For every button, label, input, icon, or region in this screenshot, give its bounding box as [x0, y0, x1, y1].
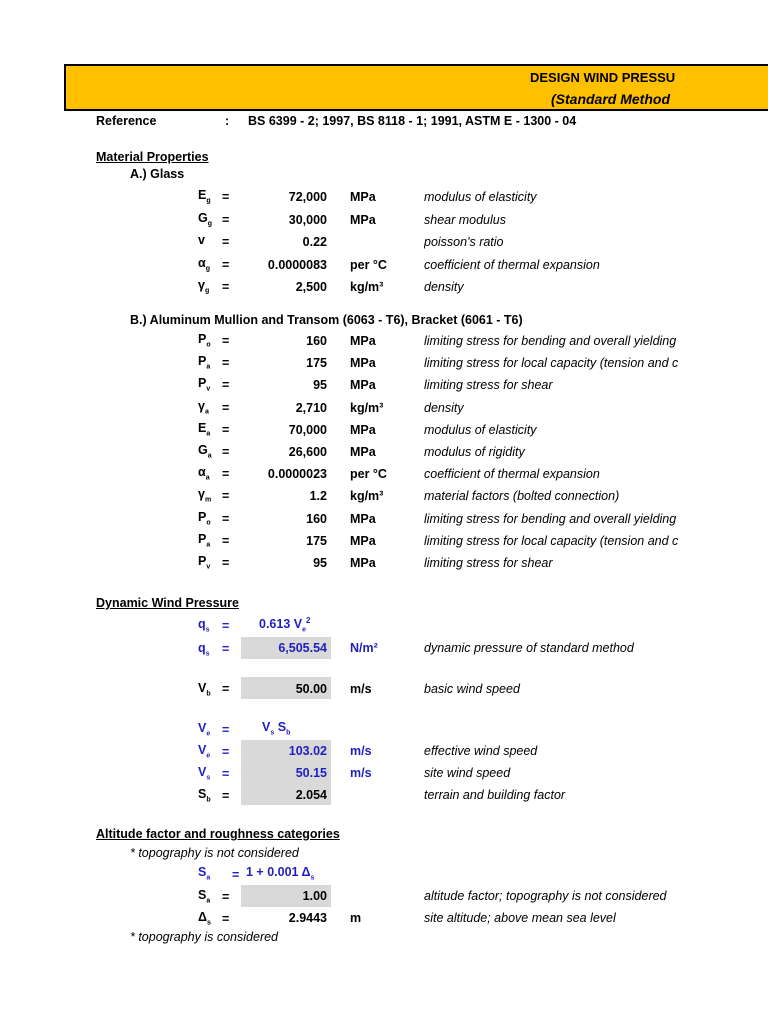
property-symbol: $G_a$ — [198, 443, 212, 460]
property-unit: MPa — [350, 422, 376, 437]
sa-formula-symbol: $S_a$ — [198, 865, 211, 882]
vb-description: basic wind speed — [424, 682, 520, 696]
property-value: 175 — [306, 356, 327, 371]
property-value: 30,000 — [288, 212, 327, 227]
property-value: 160 — [306, 511, 327, 526]
property-value: 1.2 — [309, 489, 327, 504]
property-equals: = — [222, 511, 230, 526]
property-unit: kg/m³ — [350, 280, 384, 294]
property-symbol: $P_v$ — [198, 554, 211, 571]
reference-label: Reference — [96, 114, 157, 128]
vs-equals: = — [222, 767, 230, 781]
property-equals: = — [222, 235, 230, 249]
property-description: modulus of elasticity — [424, 422, 537, 437]
vb-unit: m/s — [350, 682, 372, 696]
qs-symbol: $q_s$ — [198, 641, 210, 658]
property-description: limiting stress for shear — [424, 378, 553, 393]
glass-heading: A.) Glass — [130, 167, 185, 181]
property-value: 26,600 — [288, 445, 327, 459]
property-symbol: $\alpha_a$ — [198, 465, 210, 482]
property-description: density — [424, 280, 464, 294]
property-description: density — [424, 400, 464, 415]
qs-formula: 0.613 $V_e^2$ — [259, 616, 311, 634]
property-equals: = — [222, 400, 230, 415]
property-equals: = — [222, 467, 230, 482]
qs-description: dynamic pressure of standard method — [424, 641, 634, 655]
property-value: 2,710 — [295, 400, 327, 415]
title-banner — [64, 64, 768, 111]
ve-unit: m/s — [350, 744, 372, 758]
document-subtitle: (Standard Method — [551, 91, 670, 107]
property-equals: = — [222, 489, 230, 504]
property-equals: = — [222, 378, 230, 393]
ds-equals: = — [222, 912, 230, 926]
ve-formula-equals: = — [222, 723, 230, 737]
property-unit: MPa — [350, 212, 376, 227]
qs-equals: = — [222, 642, 230, 656]
property-symbol: $\gamma_g$ — [198, 278, 210, 295]
property-description: shear modulus — [424, 212, 506, 227]
aluminum-heading: B.) Aluminum Mullion and Transom (6063 - T6), Bracket (6061 - T6) — [130, 313, 523, 327]
ve-equals: = — [222, 745, 230, 759]
ve-formula: $V_s$ $S_b$ — [262, 720, 291, 737]
vs-description: site wind speed — [424, 766, 511, 780]
property-value: 175 — [306, 533, 327, 548]
property-equals: = — [222, 334, 230, 348]
property-unit: per °C — [350, 257, 387, 272]
property-value: 95 — [313, 378, 327, 393]
sb-value: 2.054 — [295, 788, 327, 802]
ds-value: 2.9443 — [288, 911, 327, 925]
reference-colon: : — [225, 114, 230, 128]
qs-unit: N/m² — [350, 641, 378, 655]
property-description: limiting stress for bending and overall yielding — [424, 334, 677, 348]
altitude-factor-heading: Altitude factor and roughness categories — [96, 827, 340, 841]
property-unit: kg/m³ — [350, 489, 384, 504]
property-unit: kg/m³ — [350, 400, 384, 415]
property-unit: MPa — [350, 511, 376, 526]
property-description: modulus of rigidity — [424, 445, 525, 459]
sa-formula: 1 + 0.001 $\Delta_s$ — [246, 865, 315, 882]
property-value: 0.0000083 — [267, 257, 327, 272]
material-properties-heading: Material Properties — [96, 150, 209, 164]
dynamic-wind-pressure-heading: Dynamic Wind Pressure — [96, 596, 239, 610]
sa-equals: = — [222, 890, 230, 904]
property-description: coefficient of thermal expansion — [424, 467, 600, 482]
property-symbol: $\gamma_a$ — [198, 398, 209, 416]
property-symbol: $P_a$ — [198, 354, 211, 371]
property-symbol: $P_o$ — [198, 332, 211, 349]
qs-formula-symbol: $q_s$ — [198, 617, 210, 634]
vs-value: 50.15 — [295, 766, 327, 780]
topography-considered-note: * topography is considered — [130, 930, 279, 944]
ds-symbol: $\Delta_s$ — [198, 910, 211, 927]
property-value: 0.0000023 — [267, 467, 327, 482]
qs-value: 6,505.54 — [278, 641, 327, 655]
property-value: 0.22 — [302, 235, 327, 249]
property-symbol: $P_a$ — [198, 531, 211, 549]
property-equals: = — [222, 356, 230, 371]
property-equals: = — [222, 212, 230, 227]
sa-value: 1.00 — [302, 889, 327, 903]
property-equals: = — [222, 533, 230, 548]
property-unit: MPa — [350, 356, 376, 371]
sa-description: altitude factor; topography is not considered — [424, 889, 667, 903]
property-equals: = — [222, 445, 230, 459]
ds-description: site altitude; above mean sea level — [424, 911, 616, 925]
vb-symbol: $V_b$ — [198, 681, 211, 698]
property-unit: MPa — [350, 334, 376, 348]
ve-value: 103.02 — [288, 744, 327, 758]
ve-description: effective wind speed — [424, 744, 538, 758]
property-symbol: $G_g$ — [198, 210, 213, 227]
property-equals: = — [222, 190, 230, 204]
property-unit: MPa — [350, 533, 376, 548]
property-value: 70,000 — [288, 422, 327, 437]
property-value: 72,000 — [288, 190, 327, 204]
ve-formula-symbol: $V_e$ — [198, 721, 211, 738]
property-description: limiting stress for bending and overall yielding — [424, 511, 677, 526]
document-title: DESIGN WIND PRESSU — [530, 70, 676, 85]
property-unit: MPa — [350, 445, 376, 459]
ve-symbol: $V_e$ — [198, 743, 211, 760]
vs-unit: m/s — [350, 766, 372, 780]
vs-symbol: $V_s$ — [198, 765, 211, 782]
property-symbol: $\alpha_g$ — [198, 255, 210, 272]
property-description: coefficient of thermal expansion — [424, 257, 600, 272]
sa-formula-equals: = — [232, 868, 240, 882]
property-symbol: $E_g$ — [198, 188, 211, 205]
topography-not-considered-note: * topography is not considered — [130, 846, 299, 860]
property-description: limiting stress for local capacity (tension and c — [424, 356, 679, 371]
property-value: 95 — [313, 556, 327, 570]
sb-description: terrain and building factor — [424, 788, 566, 802]
sa-symbol: $S_a$ — [198, 888, 211, 905]
property-description: limiting stress for shear — [424, 556, 553, 570]
vb-value: 50.00 — [295, 682, 327, 696]
qs-formula-equals: = — [222, 619, 230, 633]
property-equals: = — [222, 257, 230, 272]
property-equals: = — [222, 422, 230, 437]
property-unit: MPa — [350, 190, 376, 204]
property-equals: = — [222, 556, 230, 570]
property-symbol: v — [198, 233, 205, 247]
reference-value: BS 6399 - 2; 1997, BS 8118 - 1; 1991, ASTM E - 1300 - 04 — [248, 114, 577, 128]
property-equals: = — [222, 280, 230, 294]
property-description: modulus of elasticity — [424, 190, 537, 204]
property-symbol: $P_o$ — [198, 509, 211, 527]
property-symbol: $P_v$ — [198, 376, 211, 393]
property-unit: MPa — [350, 378, 376, 393]
sb-symbol: $S_b$ — [198, 787, 211, 804]
property-description: limiting stress for local capacity (tension and c — [424, 533, 679, 548]
property-description: poisson's ratio — [424, 235, 504, 249]
property-description: material factors (bolted connection) — [424, 489, 620, 504]
vb-equals: = — [222, 682, 230, 696]
property-unit: per °C — [350, 467, 387, 482]
property-value: 2,500 — [295, 280, 327, 294]
property-symbol: $\gamma_m$ — [198, 487, 212, 504]
property-value: 160 — [306, 334, 327, 348]
ds-unit: m — [350, 911, 362, 925]
property-symbol: $E_a$ — [198, 420, 211, 438]
sb-equals: = — [222, 789, 230, 803]
property-unit: MPa — [350, 556, 376, 570]
